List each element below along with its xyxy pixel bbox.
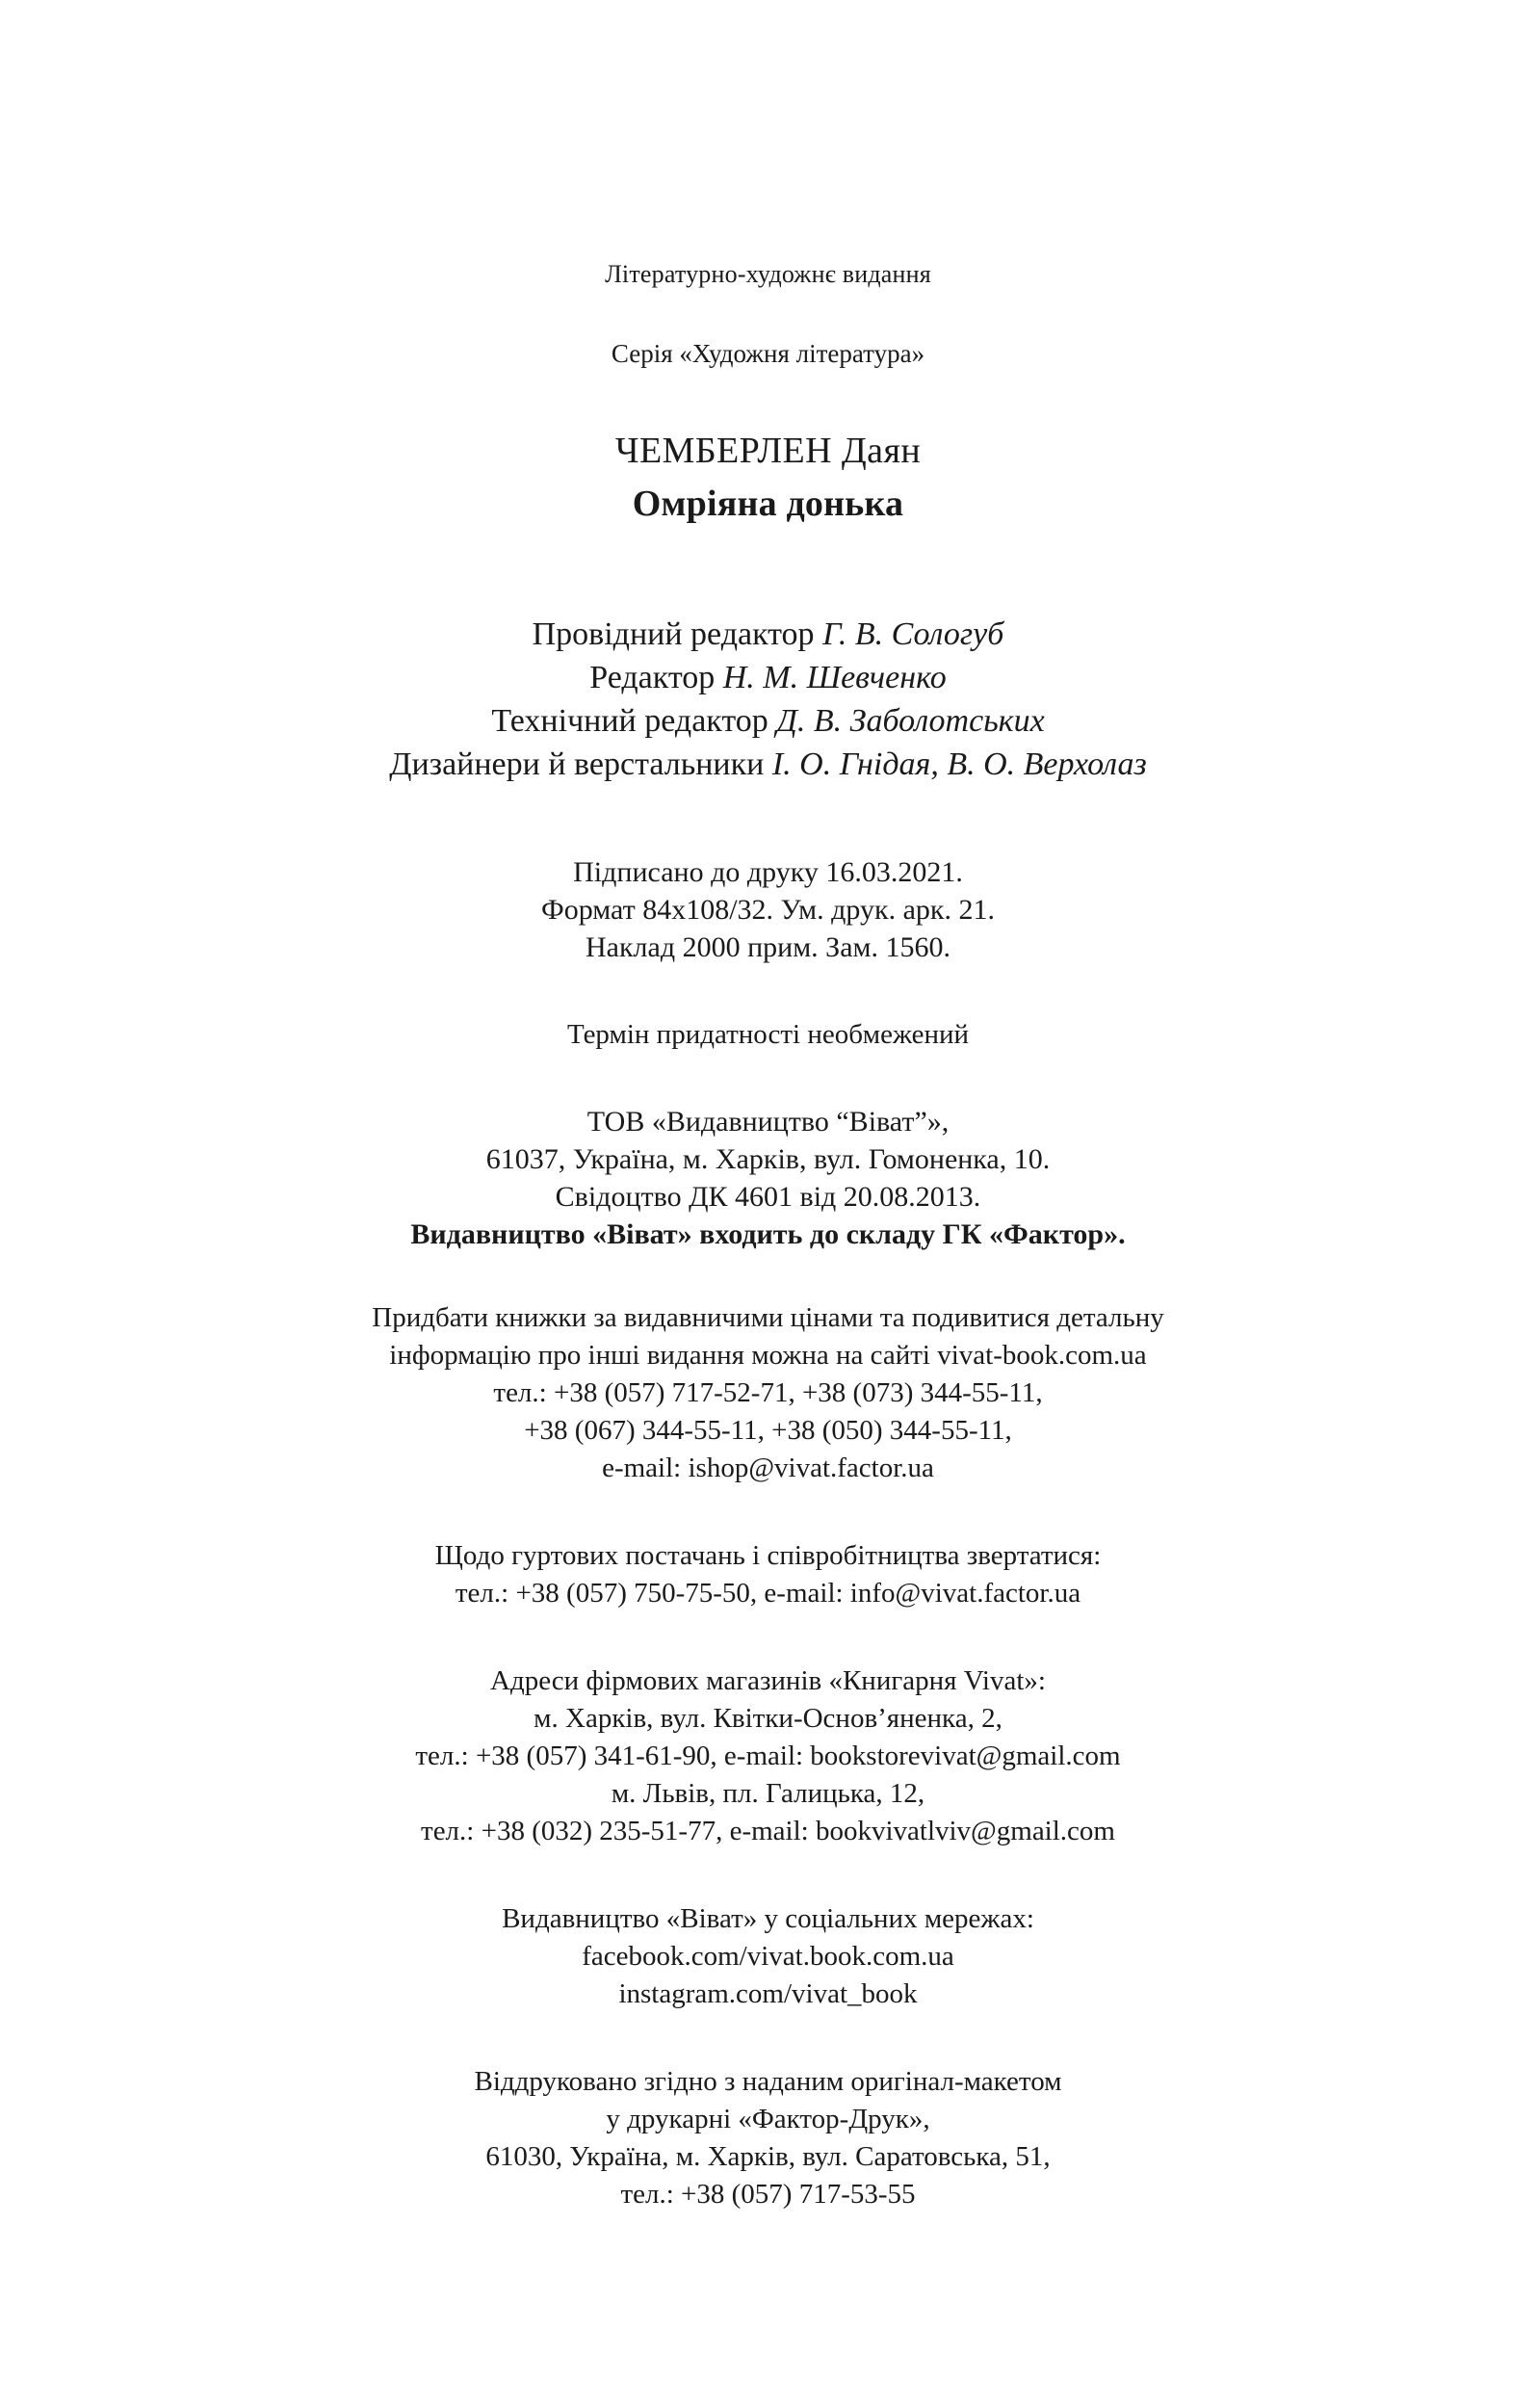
imprint-heading-block — [0, 258, 1536, 291]
technical-editor-role: Технічний редактор — [491, 703, 777, 739]
shop-lviv-contact: тел.: +38 (032) 235-51-77, e-mail: bookvivatlviv@gmail.com — [421, 1816, 1115, 1846]
lead-editor-role: Провідний редактор — [532, 616, 823, 652]
series-text: Серія «Художня література» — [611, 339, 925, 368]
shops-heading: Адреси фірмових магазинів «Книгарня Vivat»: — [490, 1665, 1046, 1696]
shop-kharkiv-contact: тел.: +38 (057) 341-61-90, e-mail: bookstorevivat@gmail.com — [415, 1741, 1121, 1771]
book-title: Омріяна донька — [632, 484, 904, 524]
purchase-email: e-mail: ishop@vivat.factor.ua — [602, 1453, 934, 1483]
shops-block — [0, 1662, 1536, 1850]
social-instagram-link: instagram.com/vivat_book — [618, 1978, 918, 2009]
printer-line-2: у друкарні «Фактор-Друк», — [606, 2104, 930, 2134]
designers-role: Дизайнери й верстальники — [389, 746, 772, 782]
editorial-staff-block — [0, 613, 1536, 786]
colophon-content — [0, 258, 1536, 2213]
series-block — [0, 337, 1536, 370]
wholesale-block — [0, 1537, 1536, 1612]
wholesale-heading: Щодо гуртових постачань і співробітництва звертатися: — [434, 1540, 1102, 1571]
format-text: Формат 84х108/32. Ум. друк. арк. 21. — [541, 894, 995, 926]
publisher-certificate: Свідоцтво ДК 4601 від 20.08.2013. — [555, 1181, 981, 1213]
technical-editor-line — [0, 699, 1536, 743]
designers-names: І. О. Гнідая, В. О. Верхолаз — [771, 746, 1147, 782]
social-facebook-link: facebook.com/vivat.book.com.ua — [582, 1941, 954, 1972]
shop-lviv-address: м. Львів, пл. Галицька, 12, — [611, 1778, 925, 1809]
print-data-block — [0, 853, 1536, 966]
social-heading: Видавництво «Віват» у соціальних мережах: — [502, 1903, 1034, 1934]
purchase-phones-2: +38 (067) 344-55-11, +38 (050) 344-55-11, — [524, 1415, 1012, 1446]
purchase-phones-1: тел.: +38 (057) 717-52-71, +38 (073) 344-55-11, — [493, 1377, 1043, 1408]
publisher-company: ТОВ «Видавництво “Віват”», — [586, 1106, 950, 1138]
editor-line — [0, 656, 1536, 699]
wholesale-contact: тел.: +38 (057) 750-75-50, e-mail: info@vivat.factor.ua — [455, 1578, 1081, 1609]
purchase-line-1: Придбати книжки за видавничими цінами та подивитися детальну — [372, 1302, 1164, 1333]
edition-type-text: Літературно-художнє видання — [605, 260, 931, 288]
lead-editor-name: Г. В. Сологуб — [822, 616, 1004, 652]
editor-name: Н. М. Шевченко — [722, 660, 947, 695]
printer-line-1: Віддруковано згідно з наданим оригінал-макетом — [474, 2066, 1062, 2097]
lead-editor-line — [0, 613, 1536, 656]
signed-for-print-text: Підписано до друку 16.03.2021. — [573, 856, 963, 888]
publisher-block — [0, 1103, 1536, 1253]
printer-phone: тел.: +38 (057) 717-53-55 — [620, 2179, 916, 2210]
printer-address: 61030, Україна, м. Харків, вул. Саратовська, 51, — [485, 2141, 1051, 2172]
publisher-group-note: Видавництво «Віват» входить до складу ГК «Фактор». — [410, 1218, 1126, 1250]
technical-editor-name: Д. В. Заболотських — [776, 703, 1045, 739]
social-block — [0, 1900, 1536, 2013]
purchase-info-block — [0, 1299, 1536, 1487]
publisher-address: 61037, Україна, м. Харків, вул. Гомоненка, 10. — [485, 1143, 1051, 1175]
book-title-block — [0, 428, 1536, 528]
purchase-line-2: інформацію про інші видання можна на сайті vivat-book.com.ua — [389, 1340, 1147, 1371]
shelf-life-text: Термін придатності необмежений — [566, 1019, 970, 1050]
printing-house-block — [0, 2063, 1536, 2213]
editor-role: Редактор — [589, 660, 723, 695]
shop-kharkiv-address: м. Харків, вул. Квітки-Основ’яненка, 2, — [534, 1703, 1002, 1734]
circulation-text: Наклад 2000 прим. Зам. 1560. — [585, 931, 951, 963]
author-name: ЧЕМБЕРЛЕН Даян — [614, 431, 922, 471]
shelf-life-block — [0, 1016, 1536, 1053]
designers-line — [0, 743, 1536, 786]
